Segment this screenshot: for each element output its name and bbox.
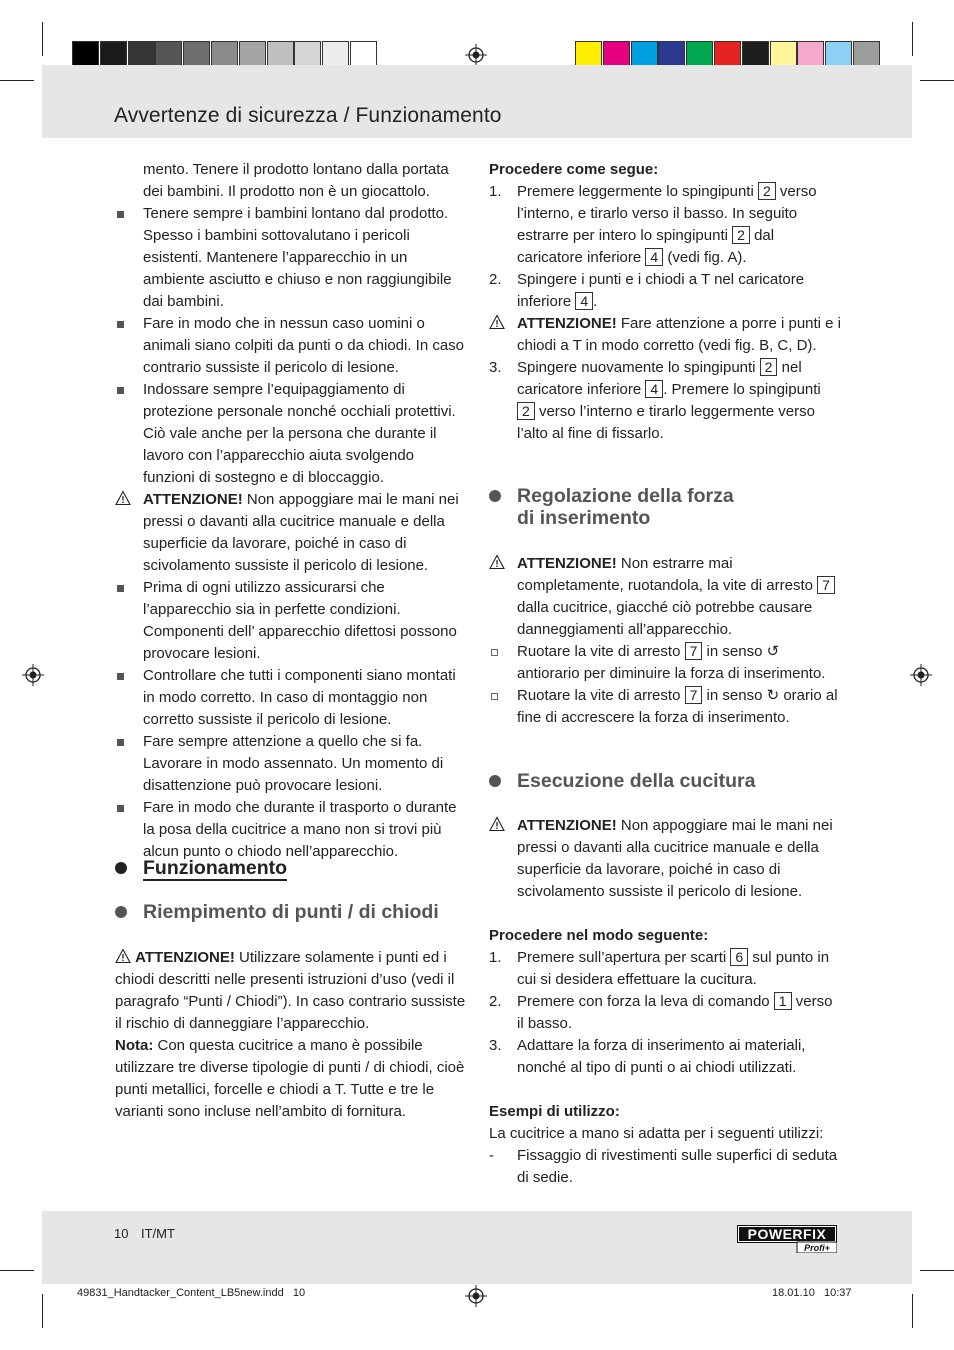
registration-mark-icon <box>465 44 487 66</box>
right-column-top <box>489 159 841 445</box>
step-item: 2. Spingere i punti e i chiodi a T nel caricatore inferiore 4 . <box>489 271 805 310</box>
warning-item: ATTENZIONE! Non appoggiare mai le mani nei pressi o davanti alla cucitrice manuale e della superficie da lavorare, poiché in caso di scivolamento sussiste il pericolo di lesione. <box>115 489 467 577</box>
crop-mark <box>0 1270 34 1271</box>
warning-item: ATTENZIONE! Fare attenzione a porre i punti e i chiodi a T in modo corretto (vedi fig. B, C, D). <box>489 313 841 357</box>
adjust-instructions <box>489 553 841 729</box>
examples-intro: La cucitrice a mano si adatta per i seguenti utilizzi: <box>489 1125 824 1142</box>
checkbox-item: Ruotare la vite di arresto 7 in senso ↺ antiorario per diminuire la forza di inserimento. <box>489 641 841 685</box>
part-number-box: 2 <box>758 182 776 200</box>
list-item: Prima di ogni utilizzo assicurarsi che l’apparecchio sia in perfette condizioni. Componenti dell’ apparecchio difettosi possono provocare lesioni. <box>115 577 467 665</box>
list-item: Indossare sempre l’equipaggiamento di protezione personale nonché occhiali protettivi. Ciò vale anche per la persona che durante il lavoro con l’apparecchio aiuta svolgendo funzioni di sostegno e di bloccaggio. <box>115 379 467 489</box>
crop-mark <box>912 1294 913 1328</box>
intro-text: mento. Tenere il prodotto lontano dalla portata dei bambini. Il prodotto non è un giocattolo. <box>143 161 449 200</box>
page-number: 10 <box>114 1226 129 1241</box>
part-number-box: 6 <box>730 948 748 966</box>
logo-sub-text: Profi+ <box>804 1243 830 1253</box>
date-info: 18.01.10 10:37 <box>772 1287 852 1299</box>
heading-bullet-icon <box>115 906 127 918</box>
warning-item: ATTENZIONE! Non estrarre mai completamente, ruotandola, la vite di arresto 7 dalla cucitrice, giacché ciò potrebbe causare danneggiamenti all’apparecchio. <box>489 553 841 641</box>
open-square-bullet-icon <box>491 649 498 656</box>
part-number-box: 4 <box>645 248 663 266</box>
powerfix-logo <box>737 1225 837 1253</box>
page-title: Avvertenze di sicurezza / Funzionamento <box>114 104 502 127</box>
heading-bullet-icon <box>489 490 501 502</box>
procedure-title: Procedere come segue: <box>489 161 659 178</box>
crop-mark <box>42 1294 43 1328</box>
heading-bullet-icon <box>489 775 501 787</box>
language-code: IT/MT <box>141 1226 175 1241</box>
part-number-box: 4 <box>575 292 593 310</box>
logo-main-text: POWERFIX <box>747 1226 827 1242</box>
crop-mark <box>42 22 43 56</box>
clockwise-arrow-icon: ↻ <box>766 687 780 704</box>
section-heading-regolazione: Regolazione della forza di inserimento <box>489 485 841 529</box>
warning-triangle-icon <box>489 554 505 570</box>
section-heading-riempimento: Riempimento di punti / di chiodi <box>115 901 467 923</box>
checkbox-item: Ruotare la vite di arresto 7 in senso ↻ orario al fine di accrescere la forza di inserimento. <box>489 685 841 729</box>
list-item: Fare sempre attenzione a quello che si fa. Lavorare in modo assennato. Un momento di disattenzione può provocare lesioni. <box>115 731 467 797</box>
list-item: Fare in modo che in nessun caso uomini o animali siano colpiti da punti o da chiodi. In caso contrario sussiste il pericolo di lesione. <box>115 313 467 379</box>
square-bullet-icon <box>117 321 124 328</box>
fill-instructions <box>115 947 467 1123</box>
square-bullet-icon <box>117 739 124 746</box>
warning-item: ATTENZIONE! Non appoggiare mai le mani nei pressi o davanti alla cucitrice manuale e della superficie da lavorare, poiché in caso di scivolamento sussiste il pericolo di lesione. <box>489 815 841 903</box>
part-number-box: 7 <box>817 576 835 594</box>
left-column <box>115 159 467 863</box>
list-item: Controllare che tutti i componenti siano montati in modo corretto. In caso di montaggio non corretto sussiste il pericolo di lesione. <box>115 665 467 731</box>
step-item: 2. Premere con forza la leva di comando 1 verso il basso. <box>489 993 833 1032</box>
warning-triangle-icon <box>489 314 505 330</box>
step-item: 3. Spingere nuovamente lo spingipunti 2 nel caricatore inferiore 4 . Premere lo spingipunti 2 verso l’interno e tirarlo leggermente verso l’alto al fine di fissarlo. <box>489 359 821 442</box>
square-bullet-icon <box>117 673 124 680</box>
section-heading-funzionamento: Funzionamento <box>115 857 467 879</box>
square-bullet-icon <box>117 585 124 592</box>
part-number-box: 2 <box>760 358 778 376</box>
warning-triangle-icon <box>115 948 131 964</box>
step-item: 3. Adattare la forza di inserimento ai materiali, nonché al tipo di punti o ai chiodi utilizzati. <box>489 1037 806 1076</box>
examples-title: Esempi di utilizzo: <box>489 1103 620 1120</box>
crop-mark <box>920 1270 954 1271</box>
part-number-box: 7 <box>685 642 703 660</box>
crop-mark <box>0 80 34 81</box>
section-heading-esecuzione: Esecuzione della cucitura <box>489 770 841 792</box>
part-number-box: 7 <box>685 686 703 704</box>
counterclockwise-arrow-icon: ↺ <box>766 643 780 660</box>
registration-mark-icon <box>910 664 932 686</box>
crop-mark <box>912 22 913 56</box>
warning-triangle-icon <box>115 490 131 506</box>
file-info: 49831_Handtacker_Content_LB5new.indd 10 <box>77 1287 306 1299</box>
heading-bullet-icon <box>115 862 127 874</box>
warning-triangle-icon <box>489 816 505 832</box>
procedure-title: Procedere nel modo seguente: <box>489 927 709 944</box>
square-bullet-icon <box>117 387 124 394</box>
square-bullet-icon <box>117 805 124 812</box>
part-number-box: 4 <box>645 380 663 398</box>
open-square-bullet-icon <box>491 693 498 700</box>
registration-mark-icon <box>465 1285 487 1307</box>
crop-mark <box>920 80 954 81</box>
stitch-instructions <box>489 815 841 1189</box>
registration-mark-icon <box>22 664 44 686</box>
square-bullet-icon <box>117 211 124 218</box>
warning-paragraph: ATTENZIONE! Utilizzare solamente i punti ed i chiodi descritti nelle presenti istruzioni d’uso (vedi il paragrafo “Punti / Chiodi”). In caso contrario sussiste il rischio di danneggiare l’apparecchio. <box>115 949 466 1032</box>
list-item: - Fissaggio di rivestimenti sulle superfici di seduta di sedie. <box>489 1147 838 1186</box>
note-paragraph: Nota: Con questa cucitrice a mano è possibile utilizzare tre diverse tipologie di punti / di chiodi, cioè punti metallici, forcelle e chiodi a T. Tutte e tre le varianti sono incluse nell’ambito di fornitura. <box>115 1037 465 1120</box>
part-number-box: 2 <box>517 402 535 420</box>
step-item: 1. Premere leggermente lo spingipunti 2 verso l’interno, e tirarlo verso il basso. In seguito estrarre per intero lo spingipunti 2 dal caricatore inferiore 4 (vedi fig. A). <box>489 183 817 266</box>
part-number-box: 2 <box>732 226 750 244</box>
part-number-box: 1 <box>774 992 792 1010</box>
step-item: 1. Premere sull’apertura per scarti 6 sul punto in cui si desidera effettuare la cucitura. <box>489 949 830 988</box>
list-item: Tenere sempre i bambini lontano dal prodotto. Spesso i bambini sottovalutano i pericoli esistenti. Mantenere l’apparecchio in un ambiente asciutto e chiuso e non raggiungibile dai bambini. <box>115 203 467 313</box>
list-item: Fare in modo che durante il trasporto o durante la posa della cucitrice a mano non si trovi più alcun punto o chiodo nell’apparecchio. <box>115 797 467 863</box>
